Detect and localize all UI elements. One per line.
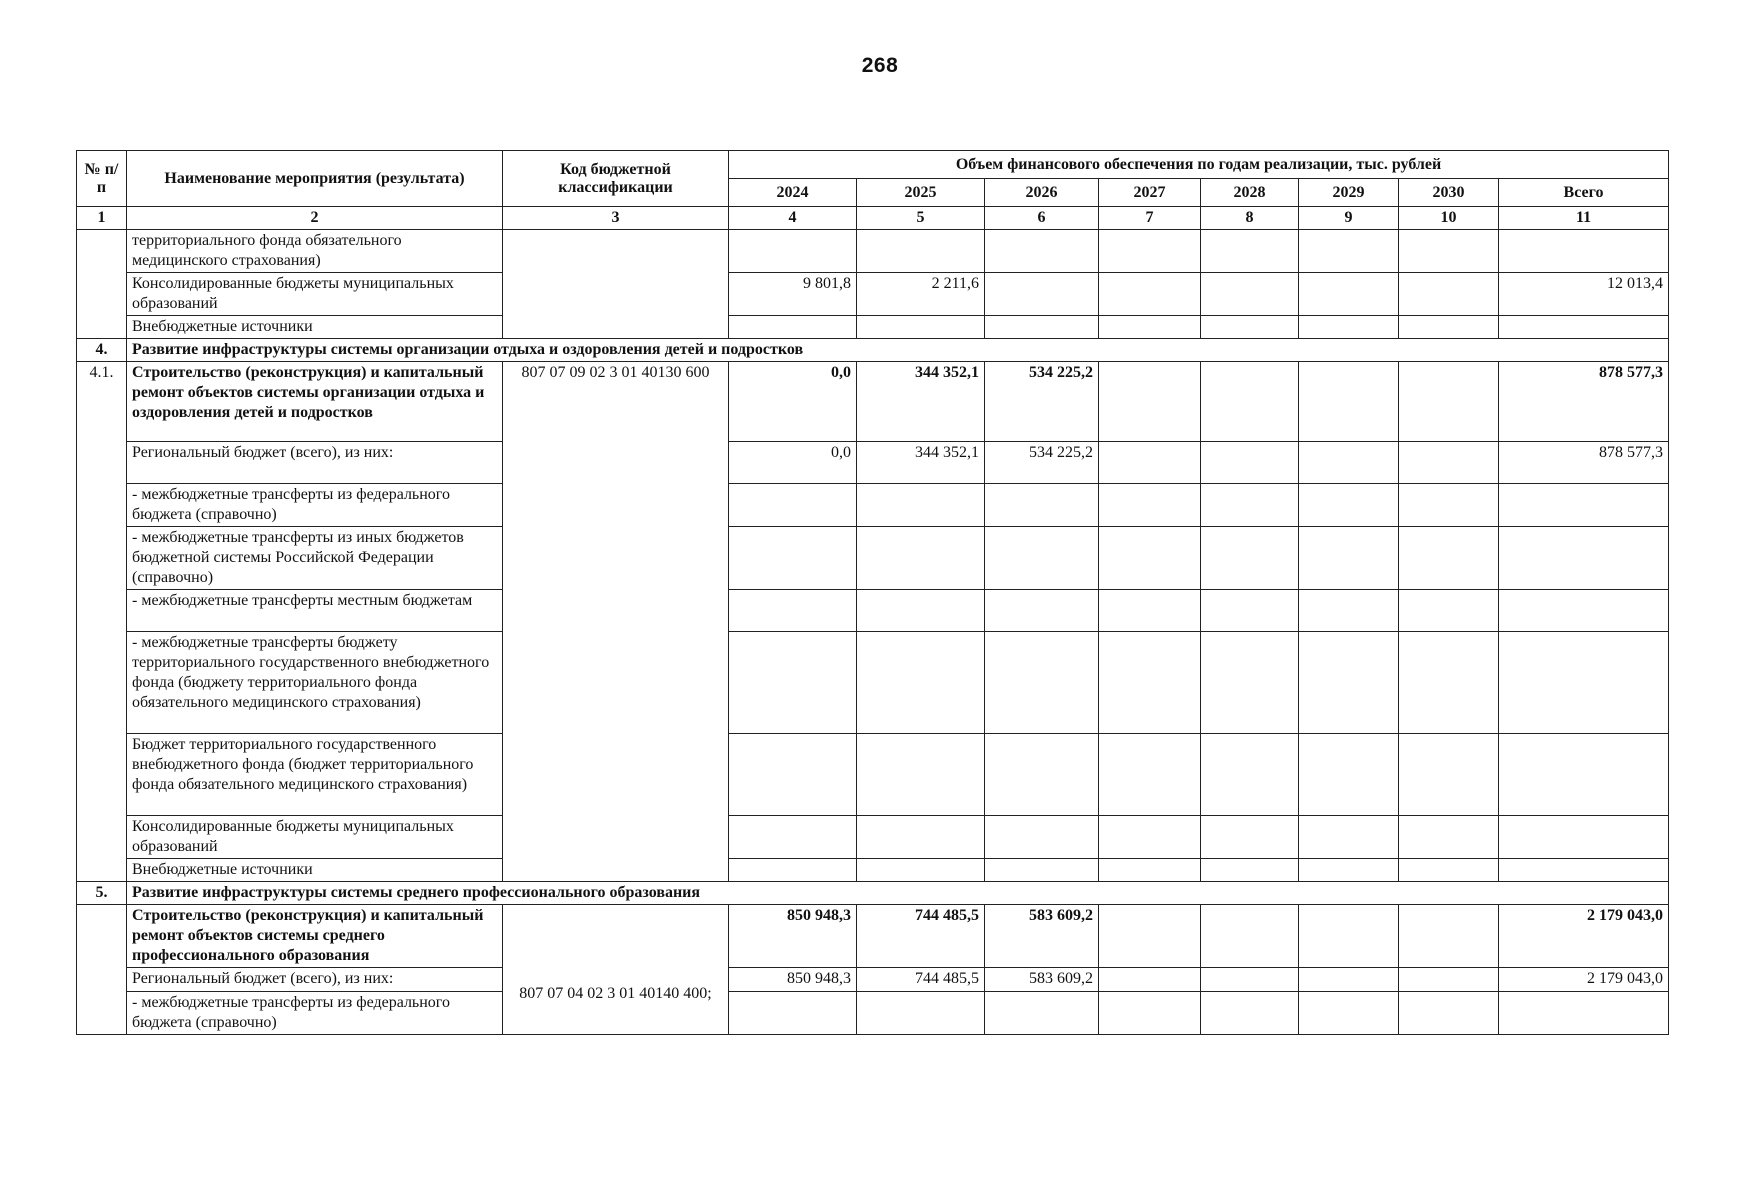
row-name: Бюджет территориального государственного внебюджетного фонда (бюджет территориального фонда обязательного медицинского страхования) — [127, 734, 503, 816]
value-cell — [1099, 905, 1201, 968]
value-cell — [1201, 273, 1299, 316]
header-year: 2027 — [1099, 179, 1201, 207]
value-cell: 850 948,3 — [729, 905, 857, 968]
value-cell — [1201, 859, 1299, 882]
column-number: 7 — [1099, 207, 1201, 230]
budget-code: 807 07 09 02 3 01 40130 600 — [503, 362, 729, 882]
value-cell — [1099, 484, 1201, 527]
table-row — [77, 527, 1669, 590]
total-cell — [1499, 816, 1669, 859]
table-row — [77, 316, 1669, 339]
column-number: 4 — [729, 207, 857, 230]
value-cell — [857, 230, 985, 273]
value-cell — [729, 992, 857, 1035]
table-row — [77, 968, 1669, 992]
value-cell — [1099, 590, 1201, 632]
value-cell — [1201, 590, 1299, 632]
value-cell — [1201, 816, 1299, 859]
value-cell — [857, 859, 985, 882]
column-number: 2 — [127, 207, 503, 230]
value-cell — [1399, 968, 1499, 992]
column-number: 10 — [1399, 207, 1499, 230]
total-cell — [1499, 316, 1669, 339]
budget-code: 807 07 04 02 3 01 40140 400; — [503, 905, 729, 1035]
table-row — [77, 992, 1669, 1035]
section-title: Развитие инфраструктуры системы среднего профессионального образования — [127, 882, 1669, 905]
value-cell — [1201, 992, 1299, 1035]
row-name: - межбюджетные трансферты местным бюджетам — [127, 590, 503, 632]
value-cell — [1099, 859, 1201, 882]
value-cell — [857, 816, 985, 859]
column-number: 3 — [503, 207, 729, 230]
value-cell — [857, 484, 985, 527]
value-cell — [1099, 362, 1201, 442]
value-cell — [1299, 905, 1399, 968]
row-name: - межбюджетные трансферты из федерального бюджета (справочно) — [127, 484, 503, 527]
row-name: Строительство (реконструкция) и капитальный ремонт объектов системы среднего профессионального образования — [127, 905, 503, 968]
table-row — [77, 816, 1669, 859]
header-year: 2024 — [729, 179, 857, 207]
value-cell — [1399, 484, 1499, 527]
value-cell — [1399, 816, 1499, 859]
column-number: 1 — [77, 207, 127, 230]
header-volume: Объем финансового обеспечения по годам реализации, тыс. рублей — [729, 151, 1669, 179]
value-cell — [729, 590, 857, 632]
value-cell — [985, 992, 1099, 1035]
header-no: № п/п — [77, 151, 127, 207]
table-row — [77, 484, 1669, 527]
value-cell — [1399, 859, 1499, 882]
total-cell: 2 179 043,0 — [1499, 968, 1669, 992]
value-cell — [1201, 442, 1299, 484]
value-cell — [729, 734, 857, 816]
table-row — [77, 590, 1669, 632]
section-number: 5. — [77, 882, 127, 905]
value-cell — [1299, 527, 1399, 590]
total-cell: 2 179 043,0 — [1499, 905, 1669, 968]
value-cell: 534 225,2 — [985, 442, 1099, 484]
value-cell — [1399, 230, 1499, 273]
row-name: территориального фонда обязательного медицинского страхования) — [127, 230, 503, 273]
value-cell — [1201, 362, 1299, 442]
value-cell — [857, 734, 985, 816]
budget-code — [503, 230, 729, 339]
header-year: 2025 — [857, 179, 985, 207]
total-cell: 12 013,4 — [1499, 273, 1669, 316]
value-cell — [1201, 968, 1299, 992]
row-name: Внебюджетные источники — [127, 859, 503, 882]
value-cell — [1399, 905, 1499, 968]
header-code: Код бюджетной классификации — [503, 151, 729, 207]
value-cell — [1299, 442, 1399, 484]
total-cell: 878 577,3 — [1499, 442, 1669, 484]
value-cell — [729, 230, 857, 273]
value-cell — [857, 590, 985, 632]
value-cell: 583 609,2 — [985, 968, 1099, 992]
value-cell — [1201, 484, 1299, 527]
column-number: 8 — [1201, 207, 1299, 230]
value-cell — [985, 859, 1099, 882]
value-cell — [1399, 442, 1499, 484]
total-cell — [1499, 590, 1669, 632]
value-cell — [729, 484, 857, 527]
value-cell: 9 801,8 — [729, 273, 857, 316]
value-cell — [857, 992, 985, 1035]
value-cell — [1099, 734, 1201, 816]
item-number: 4.1. — [77, 362, 127, 882]
value-cell — [1201, 734, 1299, 816]
header-year: 2029 — [1299, 179, 1399, 207]
header-total: Всего — [1499, 179, 1669, 207]
total-cell: 878 577,3 — [1499, 362, 1669, 442]
row-number — [77, 230, 127, 339]
value-cell — [1299, 316, 1399, 339]
table-row — [77, 362, 1669, 442]
value-cell: 344 352,1 — [857, 442, 985, 484]
table-row — [77, 632, 1669, 734]
value-cell: 744 485,5 — [857, 905, 985, 968]
value-cell — [1201, 905, 1299, 968]
value-cell — [1399, 273, 1499, 316]
value-cell — [1399, 362, 1499, 442]
total-cell — [1499, 484, 1669, 527]
value-cell — [985, 273, 1099, 316]
value-cell — [1399, 527, 1499, 590]
table-row — [77, 273, 1669, 316]
value-cell — [1299, 230, 1399, 273]
value-cell — [729, 632, 857, 734]
value-cell — [985, 632, 1099, 734]
table-row — [77, 905, 1669, 968]
total-cell — [1499, 992, 1669, 1035]
total-cell — [1499, 527, 1669, 590]
value-cell — [1099, 273, 1201, 316]
value-cell — [985, 734, 1099, 816]
item-number — [77, 905, 127, 1035]
value-cell: 2 211,6 — [857, 273, 985, 316]
row-name: Консолидированные бюджеты муниципальных образований — [127, 273, 503, 316]
value-cell: 344 352,1 — [857, 362, 985, 442]
value-cell — [1201, 230, 1299, 273]
value-cell — [1299, 816, 1399, 859]
header-name: Наименование мероприятия (результата) — [127, 151, 503, 207]
value-cell — [1299, 273, 1399, 316]
value-cell — [985, 484, 1099, 527]
value-cell — [1099, 968, 1201, 992]
column-number: 9 — [1299, 207, 1399, 230]
value-cell — [985, 316, 1099, 339]
total-cell — [1499, 230, 1669, 273]
table-row — [77, 339, 1669, 362]
value-cell — [1299, 859, 1399, 882]
value-cell — [1299, 734, 1399, 816]
header-year: 2030 — [1399, 179, 1499, 207]
value-cell — [729, 816, 857, 859]
value-cell — [1099, 316, 1201, 339]
total-cell — [1499, 859, 1669, 882]
row-name: Региональный бюджет (всего), из них: — [127, 968, 503, 992]
value-cell — [1299, 590, 1399, 632]
financing-table — [76, 150, 1669, 1035]
value-cell — [985, 230, 1099, 273]
value-cell — [857, 527, 985, 590]
row-name: Консолидированные бюджеты муниципальных образований — [127, 816, 503, 859]
value-cell — [985, 590, 1099, 632]
row-name: Региональный бюджет (всего), из них: — [127, 442, 503, 484]
value-cell — [1299, 968, 1399, 992]
column-number-row — [77, 207, 1669, 230]
value-cell — [1399, 632, 1499, 734]
value-cell — [1399, 590, 1499, 632]
value-cell — [1399, 992, 1499, 1035]
value-cell — [857, 632, 985, 734]
value-cell: 744 485,5 — [857, 968, 985, 992]
column-number: 5 — [857, 207, 985, 230]
value-cell — [1099, 230, 1201, 273]
value-cell — [1299, 484, 1399, 527]
value-cell — [985, 527, 1099, 590]
value-cell — [1099, 816, 1201, 859]
value-cell: 850 948,3 — [729, 968, 857, 992]
value-cell — [985, 816, 1099, 859]
row-name: - межбюджетные трансферты бюджету территориального государственного внебюджетного фонда (бюджету территориального фонда обязательного медицинского страхования) — [127, 632, 503, 734]
row-name: - межбюджетные трансферты из федерального бюджета (справочно) — [127, 992, 503, 1035]
value-cell — [1201, 632, 1299, 734]
column-number: 11 — [1499, 207, 1669, 230]
table-row — [77, 734, 1669, 816]
value-cell: 534 225,2 — [985, 362, 1099, 442]
value-cell — [1099, 632, 1201, 734]
value-cell: 583 609,2 — [985, 905, 1099, 968]
value-cell — [1099, 527, 1201, 590]
value-cell — [1099, 442, 1201, 484]
value-cell — [1299, 632, 1399, 734]
value-cell — [1299, 992, 1399, 1035]
table-row — [77, 230, 1669, 273]
value-cell — [1399, 316, 1499, 339]
header-year: 2028 — [1201, 179, 1299, 207]
table-row — [77, 882, 1669, 905]
section-number: 4. — [77, 339, 127, 362]
value-cell: 0,0 — [729, 442, 857, 484]
value-cell — [1299, 362, 1399, 442]
value-cell — [1201, 316, 1299, 339]
row-name: Строительство (реконструкция) и капитальный ремонт объектов системы организации отдыха и оздоровления детей и подростков — [127, 362, 503, 442]
table-row — [77, 442, 1669, 484]
value-cell — [857, 316, 985, 339]
table-row — [77, 859, 1669, 882]
value-cell — [729, 859, 857, 882]
value-cell — [729, 527, 857, 590]
page-number: 268 — [861, 54, 899, 77]
value-cell — [1099, 992, 1201, 1035]
total-cell — [1499, 734, 1669, 816]
column-number: 6 — [985, 207, 1099, 230]
value-cell — [729, 316, 857, 339]
total-cell — [1499, 632, 1669, 734]
value-cell: 0,0 — [729, 362, 857, 442]
row-name: Внебюджетные источники — [127, 316, 503, 339]
value-cell — [1399, 734, 1499, 816]
row-name: - межбюджетные трансферты из иных бюджетов бюджетной системы Российской Федерации (справочно) — [127, 527, 503, 590]
header-year: 2026 — [985, 179, 1099, 207]
value-cell — [1201, 527, 1299, 590]
section-title: Развитие инфраструктуры системы организации отдыха и оздоровления детей и подростков — [127, 339, 1669, 362]
